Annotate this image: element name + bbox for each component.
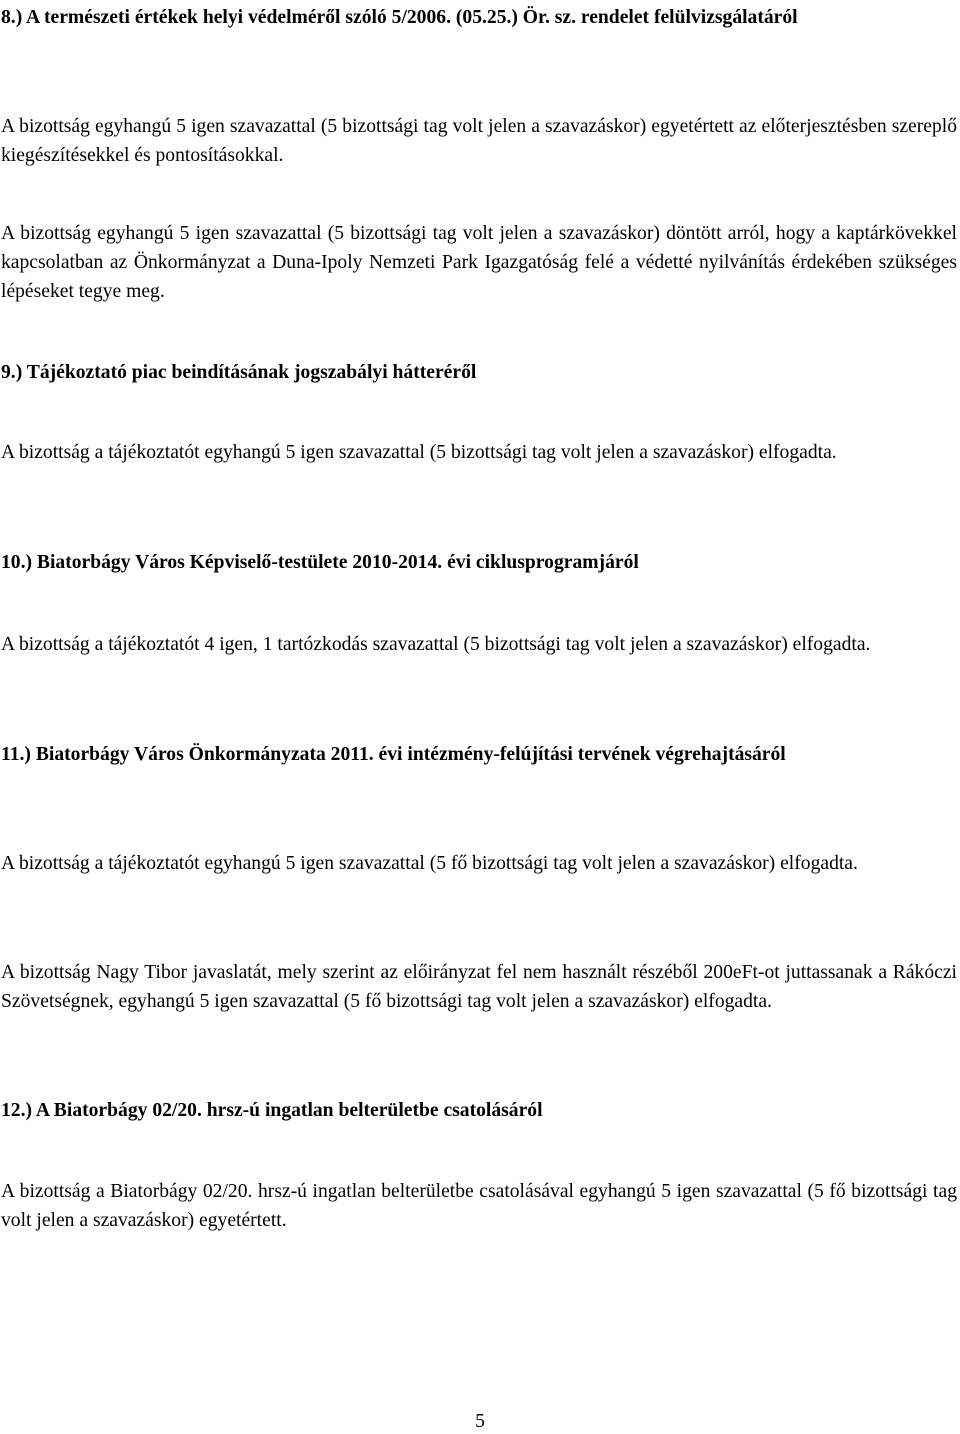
section-8-paragraph-2: A bizottság egyhangú 5 igen szavazattal (5 bizottsági tag volt jelen a szavazáskor) döntött arról, hogy a kaptárkövekkel kapcsolatban az Önkormányzat a Duna-Ipoly Nemzeti Park Igazgatóság felé a védetté nyilvánítás érdekében szükséges lépéseket tegye meg. bbox=[1, 223, 957, 302]
section-heading-9: 9.) Tájékoztató piac beindításának jogszabályi hátteréről bbox=[1, 362, 477, 383]
section-10-paragraph-1: A bizottság a tájékoztatót 4 igen, 1 tartózkodás szavazattal (5 bizottsági tag volt jelen a szavazáskor) elfogadta. bbox=[1, 634, 871, 655]
section-11-paragraph-1: A bizottság a tájékoztatót egyhangú 5 igen szavazattal (5 fő bizottsági tag volt jelen a szavazáskor) elfogadta. bbox=[1, 853, 858, 874]
section-12-paragraph-1: A bizottság a Biatorbágy 02/20. hrsz-ú ingatlan belterületbe csatolásával egyhangú 5 igen szavazattal (5 fő bizottsági tag volt jelen a szavazáskor) egyetértett. bbox=[1, 1181, 957, 1231]
section-heading-11: 11.) Biatorbágy Város Önkormányzata 2011. évi intézmény-felújítási tervének végrehajtásáról bbox=[1, 744, 786, 765]
section-11-paragraph-2: A bizottság Nagy Tibor javaslatát, mely szerint az előirányzat fel nem használt részéből 200eFt-ot juttassanak a Rákóczi Szövetségnek, egyhangú 5 igen szavazattal (5 fő bizottsági tag volt jelen a szavazáskor) elfogadta. bbox=[1, 962, 957, 1012]
section-heading-10: 10.) Biatorbágy Város Képviselő-testülete 2010-2014. évi ciklusprogramjáról bbox=[1, 552, 639, 573]
section-9-paragraph-1: A bizottság a tájékoztatót egyhangú 5 igen szavazattal (5 bizottsági tag volt jelen a szavazáskor) elfogadta. bbox=[1, 442, 837, 463]
section-heading-8: 8.) A természeti értékek helyi védelméről szóló 5/2006. (05.25.) Ör. sz. rendelet felülvizsgálatáról bbox=[1, 7, 798, 28]
page-number: 5 bbox=[475, 1411, 485, 1432]
section-8-paragraph-1: A bizottság egyhangú 5 igen szavazattal (5 bizottsági tag volt jelen a szavazáskor) egyetértett az előterjesztésben szereplő kiegészítésekkel és pontosításokkal. bbox=[1, 116, 957, 166]
section-heading-12: 12.) A Biatorbágy 02/20. hrsz-ú ingatlan belterületbe csatolásáról bbox=[1, 1100, 543, 1121]
